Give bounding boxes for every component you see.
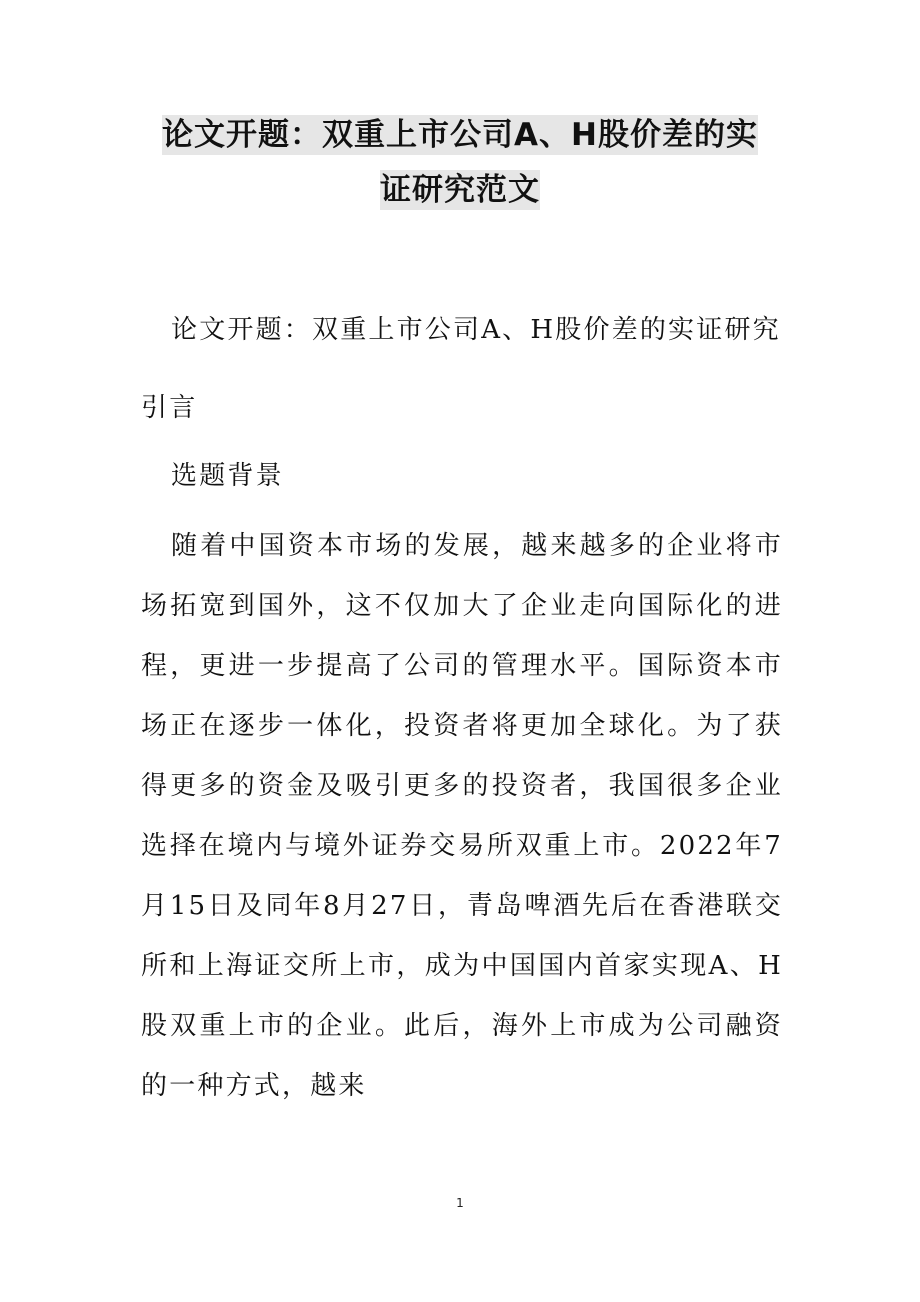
body-paragraph: 随着中国资本市场的发展，越来越多的企业将市场拓宽到国外，这不仅加大了企业走向国际化的进程，更进一步提高了公司的管理水平。国际资本市场正在逐步一体化，投资者将更加全球化。为了获得更多的资金及吸引更多的投资者，我国很多企业选择在境内与境外证券交易所双重上市。2022年7月15日及同年8月27日，青岛啤酒先后在香港联交所和上海证交所上市，成为中国国内首家实现A、H股双重上市的企业。此后，海外上市成为公司融资的一种方式，越来 <box>141 531 783 1101</box>
intro-paragraph: 论文开题：双重上市公司A、H股价差的实证研究 <box>171 315 781 345</box>
heading-intro-block <box>141 378 783 438</box>
intro-paragraph-block <box>141 300 783 360</box>
page-number: 1 <box>456 1196 464 1210</box>
section-heading-topic: 选题背景 <box>171 461 284 491</box>
title-line-2: 证研究范文 <box>380 172 540 208</box>
body-paragraph-block <box>141 516 783 1116</box>
document-title <box>100 108 820 218</box>
title-line-1: 论文开题：双重上市公司A、H股价差的实 <box>162 117 758 153</box>
heading-topic-block <box>141 446 783 506</box>
section-heading-intro: 引言 <box>141 393 198 423</box>
